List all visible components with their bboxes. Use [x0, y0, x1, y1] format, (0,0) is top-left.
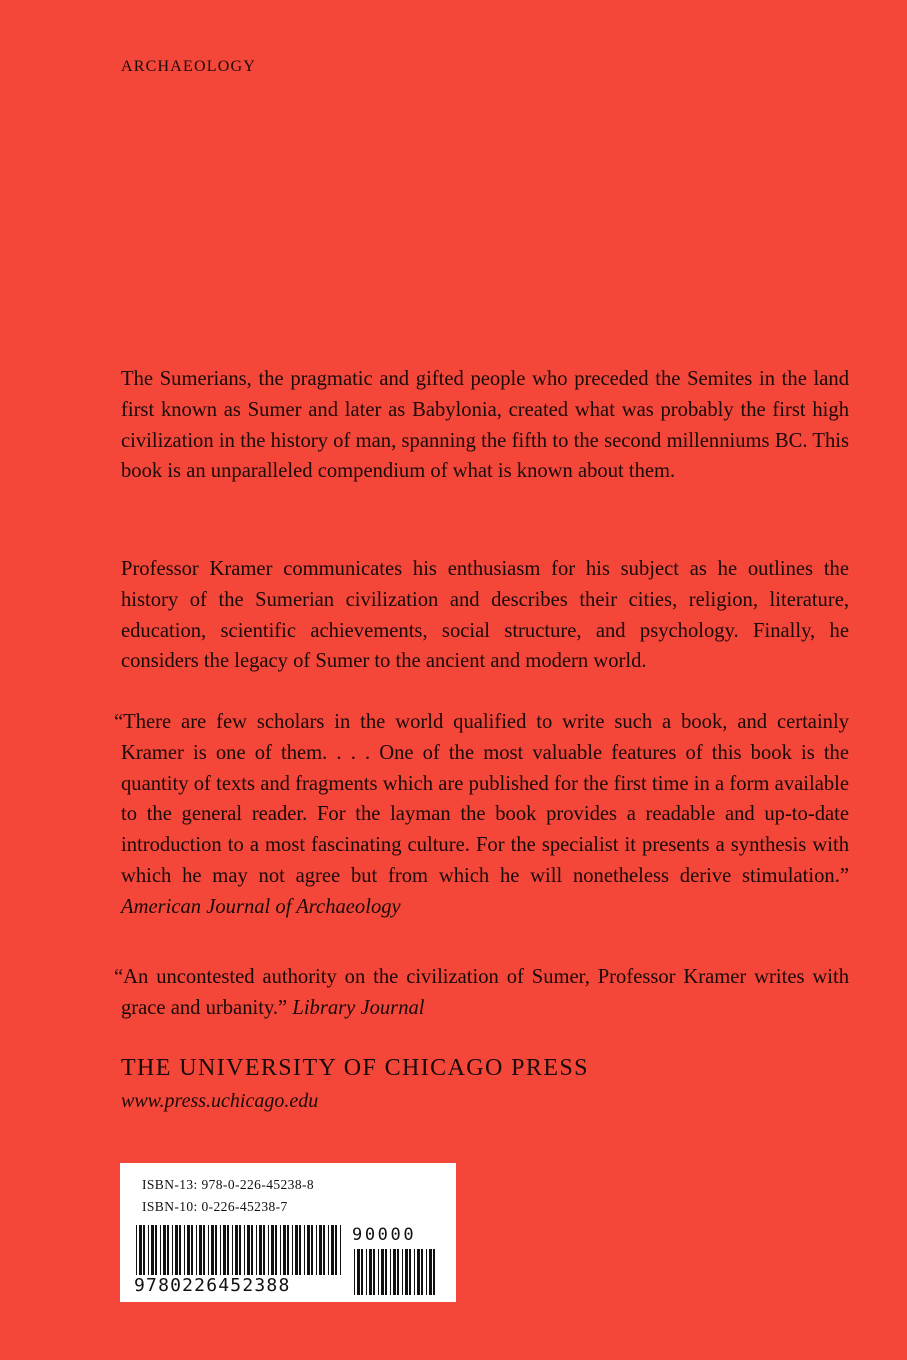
quote-source: American Journal of Archaeology [121, 895, 401, 918]
barcode-bar [405, 1249, 408, 1295]
barcode-bar [268, 1225, 269, 1275]
barcode-bar [340, 1225, 341, 1275]
barcode-bar [381, 1249, 384, 1295]
barcode-bar [414, 1249, 415, 1295]
barcode-bar [354, 1249, 355, 1295]
barcode-bar [155, 1225, 157, 1275]
barcode-bar [136, 1225, 137, 1275]
barcode-bar [227, 1225, 229, 1275]
barcode-bar [256, 1225, 257, 1275]
barcode-bar [232, 1225, 233, 1275]
ean-bars [136, 1225, 341, 1275]
quote-text: “An uncontested authority on the civilization of Sumer, Professor Kramer writes with grace and urbanity.” [114, 966, 849, 1019]
barcode-bar [373, 1249, 375, 1295]
review-quote-1 [114, 707, 849, 923]
addon-digits: 90000 [352, 1225, 417, 1245]
barcode-bar [299, 1225, 301, 1275]
barcode-bar [402, 1249, 403, 1295]
barcode-bar [417, 1249, 420, 1295]
barcode-bar [385, 1249, 387, 1295]
barcode-bar [335, 1225, 337, 1275]
barcode-bar [369, 1249, 372, 1295]
description-paragraph-2: Professor Kramer communicates his enthusiasm for his subject as he outlines the history of the Sumerian civilization and describes their cities, religion, literature, education, scientific achievements, social structure, and psychology. Finally, he considers the legacy of Sumer to the ancient and modern world. [121, 558, 849, 673]
barcode-bar [316, 1225, 317, 1275]
isbn-13: ISBN-13: 978-0-226-45238-8 [142, 1177, 315, 1192]
barcode-bar [251, 1225, 253, 1275]
isbn-10: ISBN-10: 0-226-45238-7 [142, 1199, 288, 1214]
barcode-bar [378, 1249, 379, 1295]
barcode-bar [328, 1225, 329, 1275]
barcode-bar [361, 1249, 363, 1295]
barcode-bar [208, 1225, 209, 1275]
barcode-bar [275, 1225, 277, 1275]
barcode-bar [167, 1225, 169, 1275]
barcode-bar [357, 1249, 360, 1295]
barcode-bar [235, 1225, 238, 1275]
review-quote-2 [114, 962, 849, 1024]
barcode-bar [215, 1225, 217, 1275]
barcode-bar [390, 1249, 391, 1295]
quote-source: Library Journal [292, 996, 425, 1019]
barcode-bar [393, 1249, 396, 1295]
barcode-bar [179, 1225, 181, 1275]
barcode-bar [172, 1225, 173, 1275]
barcode-bar [304, 1225, 305, 1275]
quote-text: “There are few scholars in the world qualified to write such a book, and certainly Kramer is one of them. . . . One of the most valuable features of this book is the quantity of texts and fragments which are published for the first time in a form available to the general reader. For the layman the book provides a readable and up-to-date introduction to a most fascinating culture. For the specialist it presents a synthesis with which he may not agree but from which he will nonetheless derive stimulation.” [114, 711, 849, 887]
barcode-bar [409, 1249, 411, 1295]
barcode-bar [280, 1225, 281, 1275]
barcode-bar [163, 1225, 166, 1275]
publisher-url: www.press.uchicago.edu [121, 1090, 319, 1112]
barcode-bar [148, 1225, 149, 1275]
barcode-bar [244, 1225, 245, 1275]
barcode-bar [287, 1225, 289, 1275]
barcode-bar [319, 1225, 322, 1275]
barcode-bar [143, 1225, 145, 1275]
barcode-bar [263, 1225, 265, 1275]
barcode-bar [184, 1225, 185, 1275]
barcode-bar [433, 1249, 435, 1295]
barcode-bar [259, 1225, 262, 1275]
barcode-panel [120, 1163, 456, 1302]
barcode-bar [331, 1225, 334, 1275]
barcode-bar [366, 1249, 367, 1295]
barcode-bar [429, 1249, 432, 1295]
barcode-bar [247, 1225, 250, 1275]
publisher-name: THE UNIVERSITY OF CHICAGO PRESS [121, 1055, 589, 1081]
barcode-bar [139, 1225, 142, 1275]
description-paragraph-1: The Sumerians, the pragmatic and gifted people who preceded the Semites in the land first known as Sumer and later as Babylonia, created what was probably the first high civilization in the history of man, spanning the fifth to the second millenniums BC. This book is an unparalleled compendium of what is known about them. [121, 368, 849, 483]
barcode-bar [175, 1225, 178, 1275]
barcode-bar [307, 1225, 310, 1275]
barcode-bar [199, 1225, 202, 1275]
barcode-bar [203, 1225, 205, 1275]
barcode-bar [397, 1249, 399, 1295]
barcode-bar [311, 1225, 313, 1275]
addon-bars [354, 1249, 435, 1295]
barcode-bar [323, 1225, 325, 1275]
barcode-bar [220, 1225, 221, 1275]
barcode-bar [295, 1225, 298, 1275]
barcode-bar [292, 1225, 293, 1275]
barcode-bar [283, 1225, 286, 1275]
barcode-bar [196, 1225, 197, 1275]
category-label: ARCHAEOLOGY [121, 58, 256, 75]
barcode-bar [271, 1225, 274, 1275]
barcode-digits: 9780226452388 [134, 1275, 291, 1296]
barcode-bar [191, 1225, 193, 1275]
barcode-bar [239, 1225, 241, 1275]
barcode-bar [421, 1249, 423, 1295]
barcode-bar [160, 1225, 161, 1275]
barcode-bar [211, 1225, 214, 1275]
barcode-bar [426, 1249, 427, 1295]
barcode-bar [223, 1225, 226, 1275]
barcode-bar [151, 1225, 154, 1275]
barcode-bar [187, 1225, 190, 1275]
